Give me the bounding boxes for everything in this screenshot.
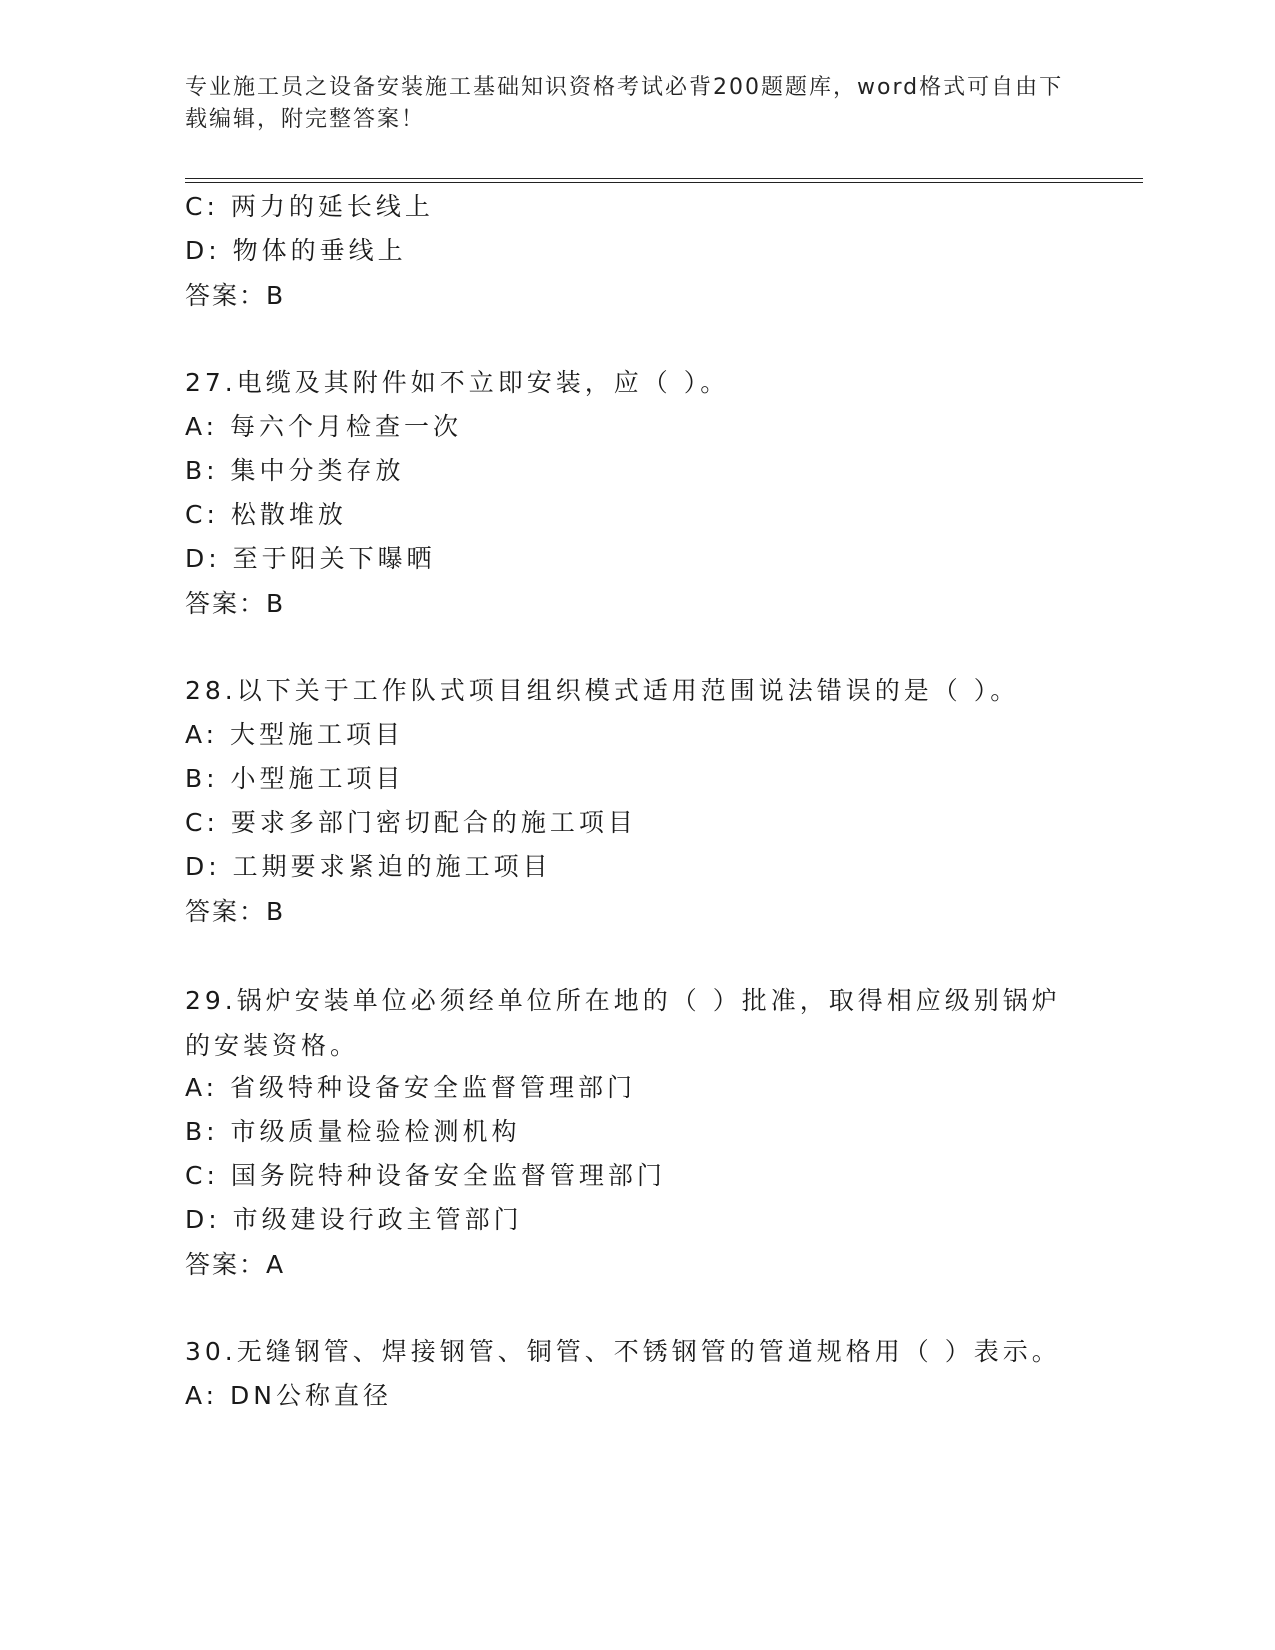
q29-option-d: D: 市级建设行政主管部门 [185, 1205, 523, 1234]
q27-option-a: A: 每六个月检查一次 [185, 412, 463, 441]
q28-option-a: A: 大型施工项目 [185, 720, 405, 749]
q28-option-b: B: 小型施工项目 [185, 764, 405, 793]
document-header: 专业施工员之设备安装施工基础知识资格考试必背200题题库，word格式可自由下载编辑，附完整答案！ [185, 75, 1064, 132]
q30-option-a: A: DN公称直径 [185, 1381, 392, 1410]
q29-answer: 答案：A [185, 1250, 286, 1279]
q30-stem: 30.无缝钢管、焊接钢管、铜管、不锈钢管的管道规格用（ ）表示。 [185, 1337, 1061, 1366]
q26-answer: 答案：B [185, 281, 286, 310]
q28-answer: 答案：B [185, 897, 286, 926]
q26-option-d: D: 物体的垂线上 [185, 236, 407, 265]
q27-option-c: C: 松散堆放 [185, 500, 347, 529]
q29-option-a: A: 省级特种设备安全监督管理部门 [185, 1073, 637, 1102]
header-divider-top [185, 178, 1143, 179]
q29-stem: 29.锅炉安装单位必须经单位所在地的（ ）批准，取得相应级别锅炉的安装资格。 [185, 986, 1061, 1060]
q27-stem: 27.电缆及其附件如不立即安装，应（ ）。 [185, 368, 730, 397]
q27-option-d: D: 至于阳关下曝晒 [185, 544, 436, 573]
q29-option-b: B: 市级质量检验检测机构 [185, 1117, 521, 1146]
q28-option-d: D: 工期要求紧迫的施工项目 [185, 852, 552, 881]
header-divider-bottom [185, 182, 1143, 183]
q28-stem: 28.以下关于工作队式项目组织模式适用范围说法错误的是（ ）。 [185, 676, 1020, 705]
q27-answer: 答案：B [185, 589, 286, 618]
q29-option-c: C: 国务院特种设备安全监督管理部门 [185, 1161, 666, 1190]
q27-option-b: B: 集中分类存放 [185, 456, 405, 485]
q26-option-c: C: 两力的延长线上 [185, 192, 434, 221]
q28-option-c: C: 要求多部门密切配合的施工项目 [185, 808, 637, 837]
